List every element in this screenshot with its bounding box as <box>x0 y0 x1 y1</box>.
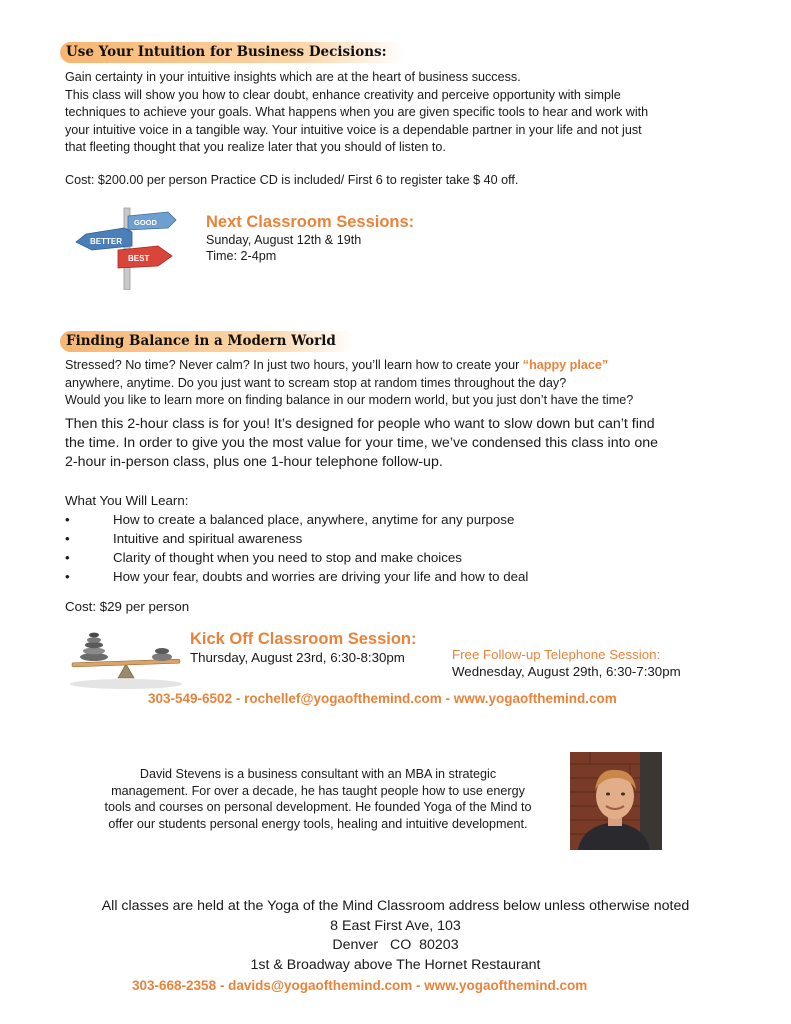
footer-address <box>0 897 791 975</box>
intro-line <box>65 357 775 375</box>
learn-title: What You Will Learn: <box>65 493 189 508</box>
balance-class-description <box>65 415 775 472</box>
list-item: • How your fear, doubts and worries are driving your life and how to deal <box>65 567 765 586</box>
happy-place-highlight: “happy place” <box>522 358 609 372</box>
kickoff-title: Kick Off Classroom Session: <box>190 630 417 648</box>
followup-date: Wednesday, August 29th, 6:30-7:30pm <box>452 664 681 679</box>
intro-line: Would you like to learn more on finding balance in our modern world, but you just don’t have the time? <box>65 393 634 407</box>
footer-line: Denver CO 80203 <box>332 937 459 953</box>
bio-text <box>68 766 568 832</box>
sign-good-text: GOOD <box>134 218 157 227</box>
contact-line-david: 303-668-2358 - davids@yogaofthemind.com - www.yogaofthemind.com <box>132 978 588 993</box>
class-description-line: the time. In order to give you the most value for your time, we’ve condensed this class into one <box>65 435 659 451</box>
sign-better-text: BETTER <box>90 237 122 246</box>
intuition-cost: Cost: $200.00 per person Practice CD is included/ First 6 to register take $ 40 off. <box>65 173 519 187</box>
learn-list <box>65 510 765 586</box>
intuition-description <box>65 69 765 157</box>
contact-line-rochelle: 303-549-6502 - rochellef@yogaofthemind.com - www.yogaofthemind.com <box>148 691 617 706</box>
kickoff-date: Thursday, August 23rd, 6:30-8:30pm <box>190 650 405 665</box>
next-sessions-date: Sunday, August 12th & 19th <box>206 233 362 247</box>
intro-line-text: Stressed? No time? Never calm? In just two hours, you’ll learn how to create your <box>65 358 523 372</box>
list-item: • How to create a balanced place, anywhere, anytime for any purpose <box>65 510 765 529</box>
description-line: This class will show you how to clear doubt, enhance creativity and perceive opportunity with simple <box>65 87 621 102</box>
list-item: • Intuitive and spiritual awareness <box>65 529 765 548</box>
intro-line: anywhere, anytime. Do you just want to scream stop at random times throughout the day? <box>65 375 567 390</box>
balance-stones-illustration <box>66 628 188 690</box>
next-sessions <box>206 213 414 264</box>
balance-intro <box>65 357 775 410</box>
description-line: Gain certainty in your intuitive insights which are at the heart of business success. <box>65 70 521 84</box>
class-description-line: 2-hour in-person class, plus one 1-hour telephone follow-up. <box>65 454 443 470</box>
signpost-illustration <box>72 204 184 290</box>
footer-line: All classes are held at the Yoga of the Mind Classroom address below unless otherwise noted <box>101 898 690 914</box>
section-heading-balance: Finding Balance in a Modern World <box>60 331 354 352</box>
section-heading-intuition: Use Your Intuition for Business Decisions: <box>60 42 405 63</box>
bio-line: tools and courses on personal development. He founded Yoga of the Mind to <box>104 800 532 814</box>
footer-line: 1st & Broadway above The Hornet Restaurant <box>250 956 541 973</box>
bio-line: offer our students personal energy tools, healing and intuitive development. <box>108 816 528 831</box>
next-sessions-time: Time: 2-4pm <box>206 249 277 263</box>
description-line: techniques to achieve your goals. What happens when you are given specific tools to hear and work with <box>65 105 649 119</box>
balance-cost: Cost: $29 per person <box>65 599 190 614</box>
bio-line: management. For over a decade, he has taught people how to use energy <box>111 783 525 798</box>
footer-line: 8 East First Ave, 103 <box>330 917 461 934</box>
description-line: that fleeting thought that you realize later that you should of listen to. <box>65 140 446 154</box>
next-sessions-title: Next Classroom Sessions: <box>206 213 415 231</box>
list-item: • Clarity of thought when you need to stop and make choices <box>65 548 765 567</box>
sign-best-text: BEST <box>128 254 150 263</box>
portrait-photo <box>570 752 662 850</box>
followup-session <box>452 646 681 680</box>
bio-line: David Stevens is a business consultant with an MBA in strategic <box>139 767 497 781</box>
description-line: your intuitive voice in a tangible way. Your intuitive voice is a dependable partner in your life and not just <box>65 122 642 137</box>
class-description-line: Then this 2-hour class is for you! It’s designed for people who want to slow down but can’t find <box>65 416 655 432</box>
kickoff-session <box>190 630 416 667</box>
followup-title: Free Follow-up Telephone Session: <box>452 647 661 662</box>
